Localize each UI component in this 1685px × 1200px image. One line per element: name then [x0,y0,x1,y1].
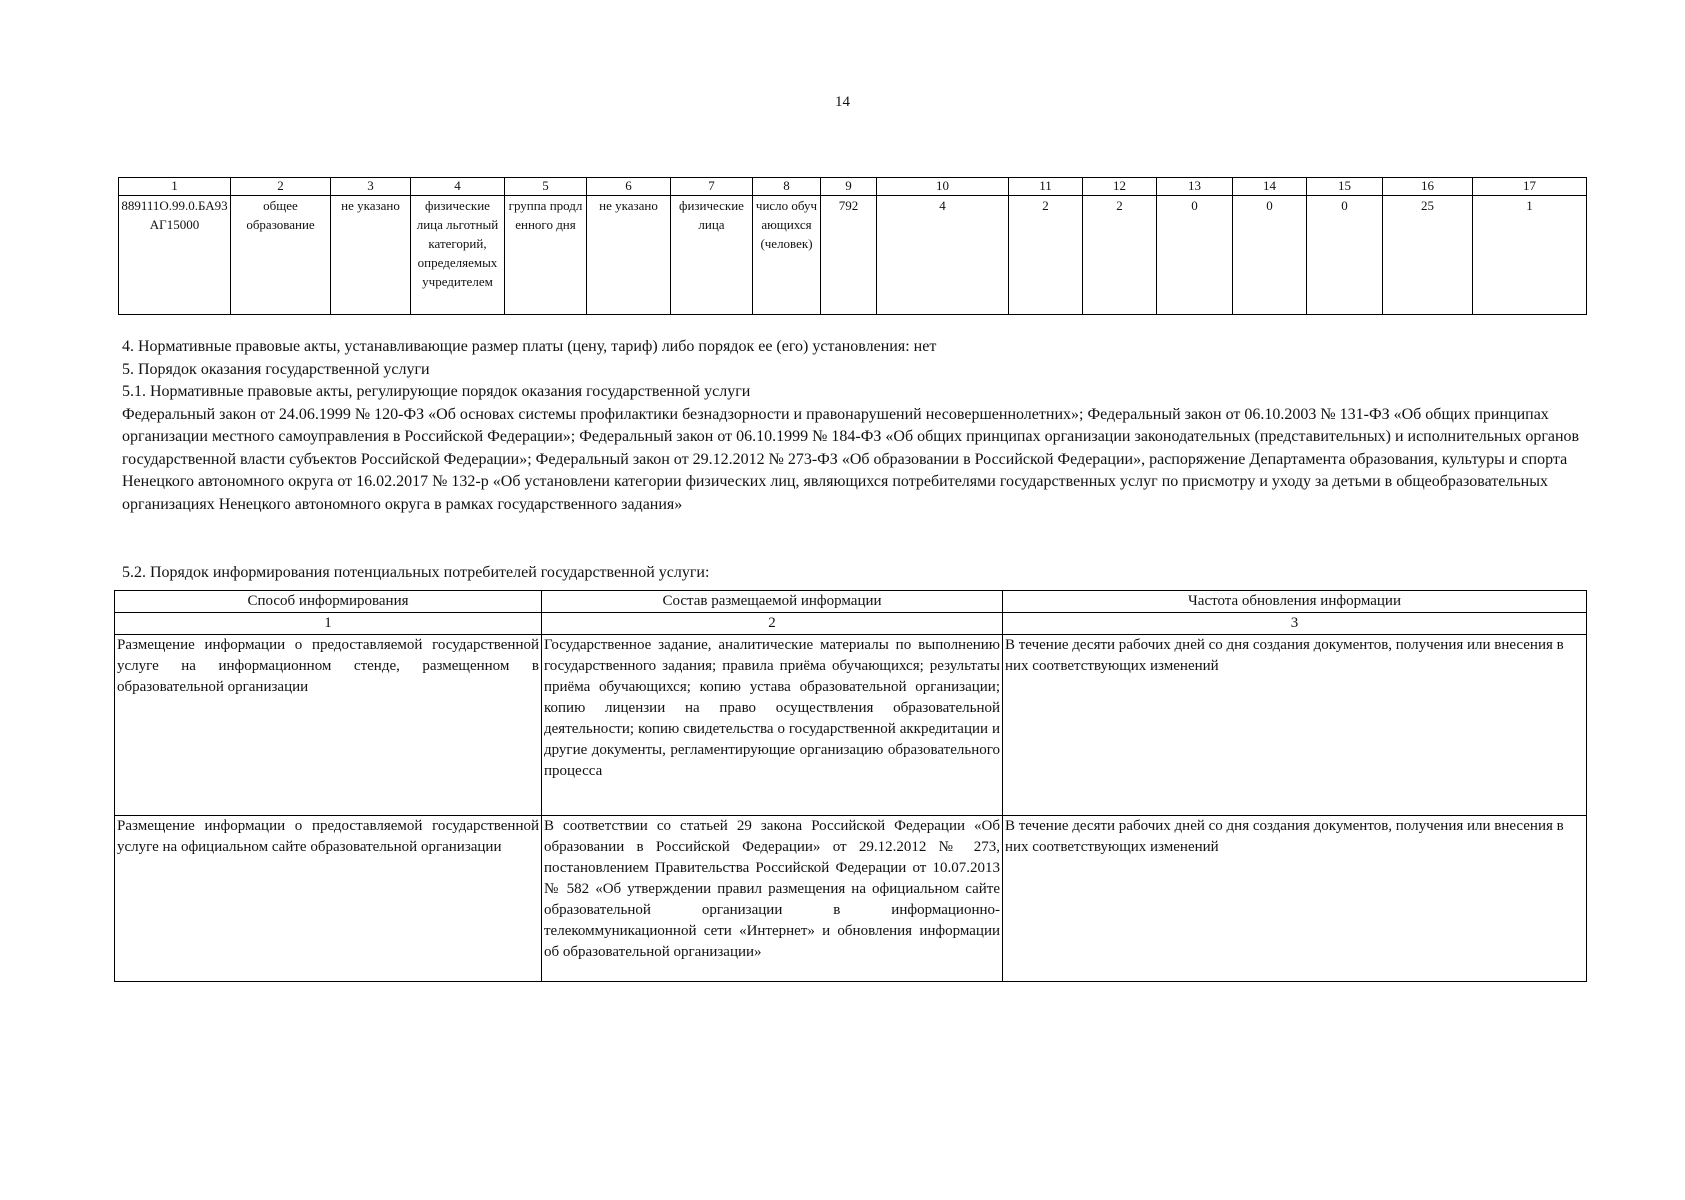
table-header-row [115,591,1587,613]
service-condition-cell: группа продленного дня [505,196,587,315]
table-row [119,196,1587,315]
column-number: 10 [877,178,1009,196]
column-number: 16 [1383,178,1473,196]
column-header: Состав размещаемой информации [542,591,1003,613]
value-cell: 0 [1233,196,1307,315]
column-header: Частота обновления информации [1003,591,1587,613]
table-header-row [119,178,1587,196]
section-5-1-text: Федеральный закон от 24.06.1999 № 120-ФЗ «Об основах системы профилактики безнадзорности и правонарушений несовершеннолетних»; Федеральный закон от 06.10.2003 № 131-ФЗ «Об общих принципах организации местного самоуправления в Российской Федерации»; Федеральный закон от 06.10.1999 № 184-ФЗ «Об общих принципах организации законодательных (представительных) и исполнительных органов государственной власти субъектов Российской Федерации»; Федеральный закон от 29.12.2012 № 273-ФЗ «Об образовании в Российской Федерации», распоряжение Департамента образования, культуры и спорта Ненецкого автономного округа от 16.02.2017 № 132-р «Об установлени категории физических лиц, являющихся потребителями государственных услуг по присмотру и уходу за детьми в общеобразовательных организациях Ненецкого автономного округа в рамках государственного задания» [122,405,1580,513]
okei-code-cell: 792 [821,196,877,315]
column-number: 3 [331,178,411,196]
regulations-section [122,336,1592,516]
frequency-cell: В течение десяти рабочих дней со дня создания документов, получения или внесения в них соответствующих изменений [1003,816,1587,982]
column-number: 5 [505,178,587,196]
column-number: 14 [1233,178,1307,196]
service-condition-cell: не указано [587,196,671,315]
column-number: 2 [542,613,1003,635]
service-content-cell: общее образование [231,196,331,315]
section-5-heading: 5. Порядок оказания государственной услуги [122,360,430,378]
column-number: 9 [821,178,877,196]
column-number: 13 [1157,178,1233,196]
value-cell: 4 [877,196,1009,315]
column-number: 17 [1473,178,1587,196]
section-5-1-heading: 5.1. Нормативные правовые акты, регулирующие порядок оказания государственной услуги [122,383,751,400]
consumer-category-cell: физические лица [671,196,753,315]
value-cell: 2 [1009,196,1083,315]
column-number: 3 [1003,613,1587,635]
table-row [115,816,1587,982]
column-number: 12 [1083,178,1157,196]
column-number: 7 [671,178,753,196]
column-number: 6 [587,178,671,196]
column-header: Способ информирования [115,591,542,613]
value-cell: 2 [1083,196,1157,315]
table-row [115,635,1587,816]
column-number: 8 [753,178,821,196]
informing-table [114,590,1587,982]
service-content-cell: физические лица льготный категорий, определяемых учредителем [411,196,505,315]
frequency-cell: В течение десяти рабочих дней со дня создания документов, получения или внесения в них соответствующих изменений [1003,635,1587,816]
service-content-cell: не указано [331,196,411,315]
column-number: 1 [115,613,542,635]
value-cell: 1 [1473,196,1587,315]
column-number: 11 [1009,178,1083,196]
content-cell: В соответствии со статьей 29 закона Российской Федерации «Об образовании в Российской Федерации» от 29.12.2012 № 273, постановлением Правительства Российской Федерации от 10.07.2013 № 582 «Об утверждении правил размещения на официальном сайте образовательной организации в информационно-телекоммуникационной сети «Интернет» и обновления информации об образовательной организации» [542,816,1003,982]
section-4-heading: 4. Нормативные правовые акты, устанавливающие размер платы (цену, тариф) либо порядок ее (его) установления: нет [122,338,937,355]
method-cell: Размещение информации о предоставляемой государственной услуге на официальном сайте образовательной организации [115,816,542,982]
value-cell: 0 [1307,196,1383,315]
page-number: 14 [835,94,850,110]
value-cell: 0 [1157,196,1233,315]
method-cell: Размещение информации о предоставляемой государственной услуге на информационном стенде, размещенном в образовательной организации [115,635,542,816]
indicators-table [118,177,1587,315]
registry-code-cell: 889111О.99.0.БА93АГ15000 [119,196,231,315]
column-number: 4 [411,178,505,196]
table-number-row [115,613,1587,635]
section-5-2-heading: 5.2. Порядок информирования потенциальных потребителей государственной услуги: [122,564,710,581]
column-number: 1 [119,178,231,196]
value-cell: 25 [1383,196,1473,315]
indicator-name-cell: число обучающихся (человек) [753,196,821,315]
column-number: 2 [231,178,331,196]
content-cell: Государственное задание, аналитические материалы по выполнению государственного задания; правила приёма обучающихся; результаты приёма обучающихся; копию устава образовательной организации; копию лицензии на право осуществления образовательной деятельности; копию свидетельства о государственной аккредитации и другие документы, регламентирующие организацию образовательного процесса [542,635,1003,816]
column-number: 15 [1307,178,1383,196]
